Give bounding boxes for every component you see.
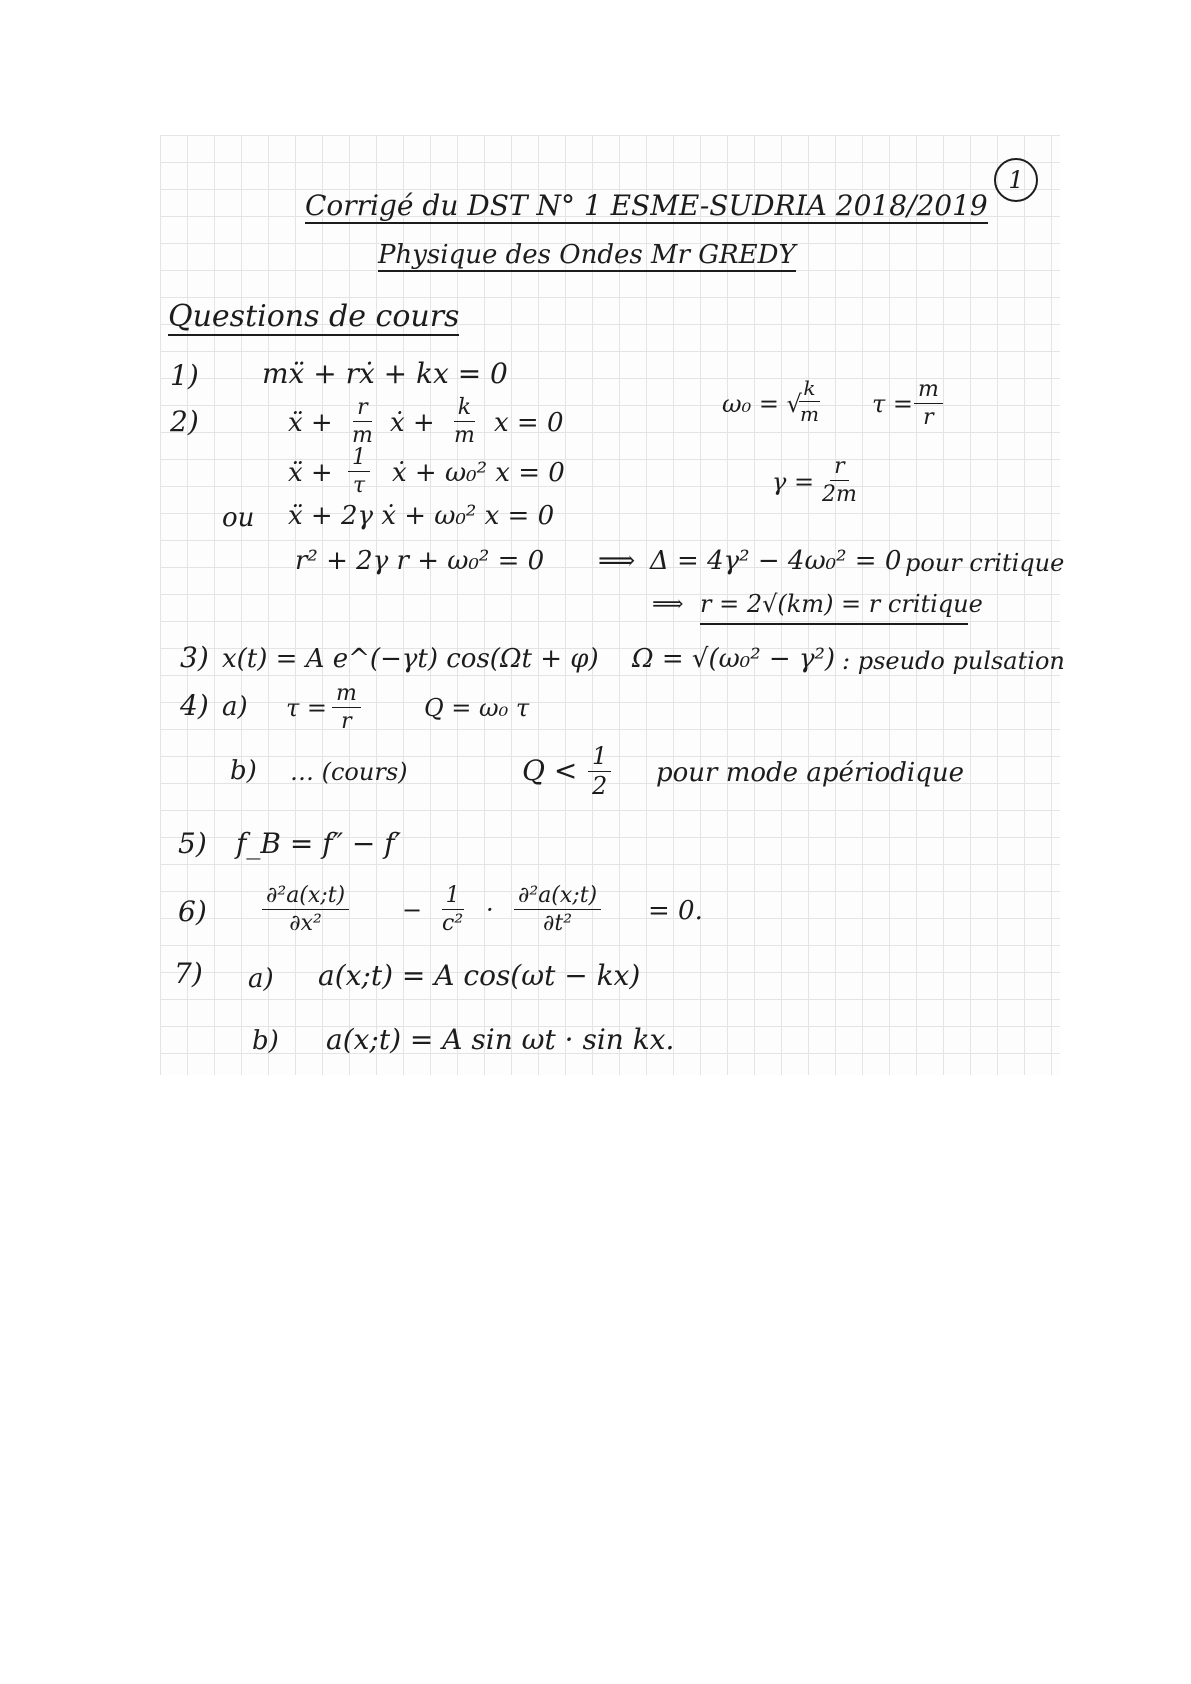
second-derivative-t <box>514 884 601 935</box>
q4b-label: b) <box>230 756 257 786</box>
gamma-lhs: γ = <box>772 468 815 496</box>
discriminant-equation: Δ = 4γ² − 4ω₀² = 0 <box>650 546 902 576</box>
fraction-denominator: m <box>800 402 819 426</box>
tau-lhs: τ = <box>872 390 914 418</box>
section-title: Questions de cours <box>168 299 460 334</box>
q5-equation: f_B = f″ − f′ <box>236 827 402 860</box>
fraction-r-over-m <box>348 396 377 447</box>
quality-factor: Q = ω₀ τ <box>424 694 530 722</box>
document-title: Corrigé du DST N° 1 ESME-SUDRIA 2018/2019 <box>305 189 988 222</box>
q4-label: 4) <box>180 689 209 722</box>
q5-label: 5) <box>178 827 207 860</box>
dot-operator: · <box>486 896 494 924</box>
q2-eq2-part1: ẍ + <box>288 458 333 488</box>
fraction-numerator: 1 <box>588 744 611 772</box>
fraction-numerator: k <box>799 378 819 402</box>
fraction-numerator: m <box>914 378 943 404</box>
q-inequality: Q < <box>522 754 578 787</box>
standing-wave: a(x;t) = A sin ωt · sin kx. <box>326 1023 675 1056</box>
q2-eq3: ẍ + 2γ ẋ + ω₀² x = 0 <box>288 501 555 531</box>
fraction-denominator: ∂t² <box>543 911 573 937</box>
second-derivative-x <box>262 884 349 935</box>
q7b-label: b) <box>252 1026 279 1056</box>
q7-label: 7) <box>174 957 203 990</box>
fraction-numerator: k <box>454 396 475 422</box>
q2-eq1-part2: ẋ + <box>390 408 435 438</box>
fraction-denominator: 2 <box>592 772 608 801</box>
critical-damping: r = 2√(km) = r critique <box>700 590 983 618</box>
implies-arrow: ⟹ <box>598 546 636 576</box>
q3-equation: x(t) = A e^(−γt) cos(Ωt + φ) <box>222 644 599 674</box>
tau-lhs: τ = <box>286 694 328 722</box>
fraction-denominator: r <box>923 405 934 431</box>
discriminant-note: pour critique <box>905 549 1065 577</box>
fraction-denominator: ∂x² <box>289 911 322 937</box>
q4a-label: a) <box>222 692 248 722</box>
q4b-text: … (cours) <box>290 758 408 786</box>
fraction-numerator: r <box>353 396 372 422</box>
minus-sign: − <box>402 896 423 924</box>
fraction-denominator: τ <box>352 473 366 499</box>
fraction-1-over-tau <box>348 446 370 497</box>
fraction-denominator: m <box>352 423 373 449</box>
fraction-denominator: c² <box>442 911 464 937</box>
pseudo-pulsation: Ω = √(ω₀² − γ²) <box>632 644 836 674</box>
progressive-wave: a(x;t) = A cos(ωt − kx) <box>318 959 641 992</box>
fraction-one-half <box>588 744 611 799</box>
underline <box>700 623 968 625</box>
q2-label: 2) <box>170 405 199 438</box>
fraction-1-over-c2 <box>438 884 467 935</box>
aperiodic-note: pour mode apériodique <box>656 758 965 788</box>
fraction-numerator: ∂²a(x;t) <box>514 884 601 910</box>
q3-label: 3) <box>180 641 209 674</box>
q1-label: 1) <box>170 359 199 392</box>
implies-arrow: ⟹ <box>652 592 684 617</box>
q6-label: 6) <box>178 895 207 928</box>
q2-characteristic-equation: r² + 2γ r + ω₀² = 0 <box>295 546 545 576</box>
fraction-denominator: 2m <box>822 482 857 508</box>
page-number: 1 <box>994 158 1038 202</box>
document-subtitle: Physique des Ondes Mr GREDY <box>378 240 796 270</box>
wave-equation-rhs: = 0. <box>648 896 703 926</box>
q2-eq3-prefix: ou <box>222 503 255 533</box>
q7a-label: a) <box>248 964 274 994</box>
fraction-numerator: ∂²a(x;t) <box>262 884 349 910</box>
fraction-k-over-m <box>796 378 823 425</box>
fraction-numerator: 1 <box>442 884 464 910</box>
fraction-k-over-m <box>450 396 479 447</box>
fraction-denominator: r <box>341 709 352 735</box>
fraction-numerator: r <box>830 455 849 481</box>
q1-equation: mẍ + rẋ + kx = 0 <box>262 357 508 390</box>
fraction-denominator: m <box>454 423 475 449</box>
fraction-numerator: m <box>332 682 361 708</box>
omega0-lhs: ω₀ = √ <box>722 390 802 418</box>
fraction-r-over-2m <box>818 455 861 506</box>
fraction-numerator: 1 <box>348 446 370 472</box>
fraction-m-over-r <box>332 682 361 733</box>
pseudo-pulsation-note: : pseudo pulsation <box>842 647 1065 675</box>
fraction-m-over-r <box>914 378 943 429</box>
q2-eq1-part1: ẍ + <box>288 408 333 438</box>
q2-eq1-part3: x = 0 <box>494 408 564 438</box>
q2-eq2-part2: ẋ + ω₀² x = 0 <box>392 458 565 488</box>
